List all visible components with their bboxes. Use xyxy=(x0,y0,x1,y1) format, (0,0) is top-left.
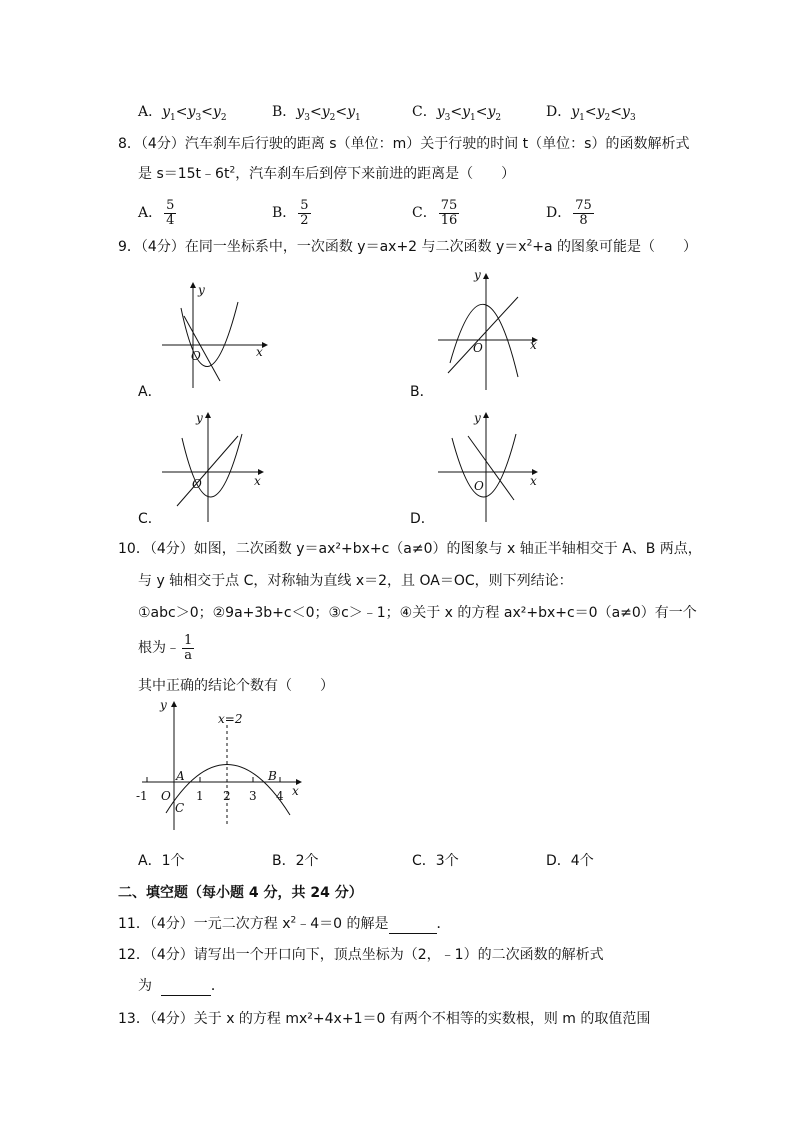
svg-text:x: x xyxy=(254,474,261,488)
q7-option-a: A．$y_1<y_3<y_2$ xyxy=(138,104,227,123)
q13-stem: 13．（4分）关于 x 的方程 mx²+4x+1＝0 有两个不相等的实数根，则 m 的取值范围 xyxy=(118,1011,651,1027)
q9-label-c: C． xyxy=(138,511,162,527)
q10-stem-line1: 10．（4分）如图，二次函数 y＝ax²+bx+c（a≠0）的图象与 x 轴正半轴相交于 A、B 两点， xyxy=(118,541,702,557)
svg-text:y: y xyxy=(196,411,203,425)
svg-text:1: 1 xyxy=(196,789,204,803)
q8-option-c: C． $\frac{75}{16}$ xyxy=(412,197,458,228)
q9-label-b: B． xyxy=(410,384,434,400)
svg-text:O: O xyxy=(191,349,201,363)
q8-stem-line1: 8．（4分）汽车刹车后行驶的距离 s（单位：m）关于行驶的时间 t（单位：s）的函数解析式 xyxy=(118,136,690,152)
svg-text:x: x xyxy=(530,474,537,488)
svg-text:C: C xyxy=(175,801,185,815)
svg-text:B: B xyxy=(268,769,277,783)
q10-option-a: A．1个 xyxy=(138,853,185,869)
svg-text:x: x xyxy=(530,338,537,352)
q8-option-b: B． $\frac{5}{2}$ xyxy=(272,197,309,228)
q7-option-b: B．$y_3<y_2<y_1$ xyxy=(272,104,361,123)
svg-text:y: y xyxy=(474,268,481,282)
q9-graph-b xyxy=(430,265,560,390)
q8-option-d: D． $\frac{75}{8}$ xyxy=(546,197,592,228)
svg-text:4: 4 xyxy=(276,789,284,803)
q10-option-c: C．3个 xyxy=(412,853,459,869)
svg-text:O: O xyxy=(474,479,484,493)
q10-stem-line5: 其中正确的结论个数有（ ） xyxy=(138,678,334,694)
svg-text:O: O xyxy=(192,477,202,491)
q10-stem-line2: 与 y 轴相交于点 C，对称轴为直线 x＝2，且 OA＝OC，则下列结论： xyxy=(138,573,573,589)
svg-text:3: 3 xyxy=(249,789,257,803)
q9-label-d: D． xyxy=(410,511,435,527)
svg-text:x=2: x=2 xyxy=(218,712,243,726)
q9-graph-c xyxy=(150,408,280,523)
svg-text:2: 2 xyxy=(223,789,231,803)
svg-text:O: O xyxy=(161,789,171,803)
q8-stem-line2: 是 $s=15t﹣6t^2$，汽车刹车后到停下来前进的距离是（ ） xyxy=(138,165,516,182)
q9-stem: 9．（4分）在同一坐标系中，一次函数 y＝ax+2 与二次函数 $y=x^2+a$ 的图象可能是（ ） xyxy=(118,238,698,255)
q11-stem: 11．（4分）一元二次方程 $x^2﹣4=0$ 的解是 ． xyxy=(118,915,451,932)
svg-text:-1: -1 xyxy=(136,789,148,803)
q12-answer-blank[interactable] xyxy=(161,977,211,996)
q9-graph-d xyxy=(430,408,560,523)
q12-stem-line2: 为 ． xyxy=(138,978,225,994)
q9-graph-a xyxy=(150,278,280,388)
svg-text:x: x xyxy=(292,784,299,798)
svg-text:y: y xyxy=(198,283,205,297)
q11-answer-blank[interactable] xyxy=(389,915,437,934)
q7-option-c: C．$y_3<y_1<y_2$ xyxy=(412,104,502,123)
q10-option-b: B．2个 xyxy=(272,853,319,869)
q10-option-d: D．4个 xyxy=(546,853,594,869)
svg-text:A: A xyxy=(176,769,185,783)
q8-option-a: A． $\frac{5}{4}$ xyxy=(138,197,175,228)
q10-parabola-graph xyxy=(130,695,310,830)
q10-stem-line4: 根为﹣ $\frac{1}{a}$ xyxy=(138,632,193,663)
svg-text:O: O xyxy=(473,341,483,355)
svg-text:y: y xyxy=(474,411,481,425)
section-title: 二、填空题（每小题 4 分，共 24 分） xyxy=(118,885,363,901)
q10-stem-line3: ①abc＞0；②9a+3b+c＜0；③c＞﹣1；④关于 x 的方程 ax²+bx+c＝0（a≠0）有一个 xyxy=(138,605,697,621)
svg-text:x: x xyxy=(256,345,263,359)
q7-option-d: D．$y_1<y_2<y_3$ xyxy=(546,104,636,123)
q9-label-a: A． xyxy=(138,384,162,400)
q12-stem-line1: 12．（4分）请写出一个开口向下，顶点坐标为（2，﹣1）的二次函数的解析式 xyxy=(118,947,604,963)
svg-text:y: y xyxy=(160,698,167,712)
